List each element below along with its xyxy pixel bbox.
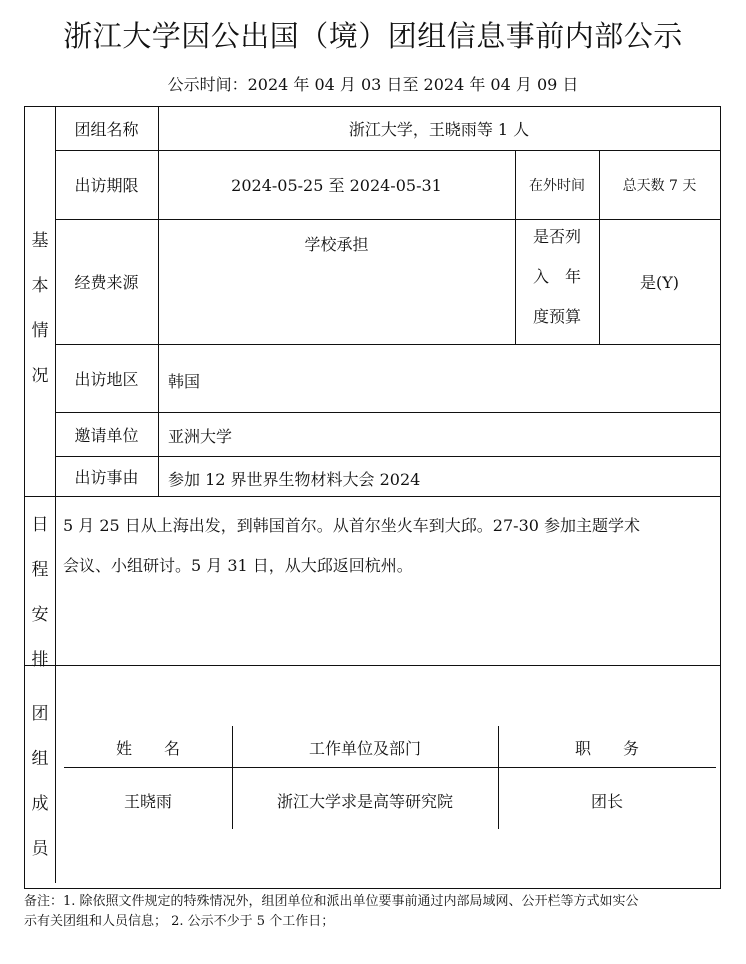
members-header-unit: 工作单位及部门 [308, 738, 421, 758]
section-divider-schedule [25, 665, 720, 666]
in-budget-label [515, 219, 599, 344]
group-name-label: 团组名称 [74, 120, 139, 139]
section-label-schedule: 日 程 安 排 [31, 515, 49, 670]
region-label: 出访地区 [74, 369, 139, 389]
funding-label: 经费来源 [74, 273, 139, 292]
member-unit: 浙江大学求是高等研究院 [276, 791, 453, 811]
visit-period-value: 2024-05-25 至 2024-05-31 [231, 176, 442, 195]
section-label-members: 团 组 成 员 [31, 704, 49, 859]
in-budget-label-line: 度预算 [532, 307, 581, 326]
section-label-basic: 基 本 情 况 [31, 231, 49, 386]
footnote [24, 892, 724, 932]
members-header-name: 姓 名 [115, 738, 180, 758]
info-table [24, 106, 721, 889]
abroad-time-label: 在外时间 [529, 177, 585, 194]
member-name: 王晓雨 [123, 791, 172, 811]
members-header-position: 职 务 [574, 738, 639, 758]
in-budget-label-line: 入 年 [532, 267, 581, 286]
footnote-line: 示有关团组和人员信息； 2. 公示不少于 5 个工作日； [24, 914, 335, 929]
group-name-value: 浙江大学，王晓雨等 1 人 [348, 120, 530, 139]
members-header-line [64, 767, 716, 768]
funding-value: 学校承担 [304, 235, 369, 254]
page-title: 浙江大学因公出国（境）团组信息事前内部公示 [63, 19, 683, 53]
footnote-line: 备注：1. 除依照文件规定的特殊情况外，组团单位和派出单位要事前通过内部局域网、公开栏等方式如实公 [24, 894, 639, 909]
purpose-label: 出访事由 [74, 467, 139, 487]
member-position: 团长 [590, 791, 623, 811]
schedule-text-line: 会议、小组研讨。5 月 31 日，从大邱返回杭州。 [63, 556, 413, 575]
visit-period-label: 出访期限 [74, 176, 139, 195]
inviter-value: 亚洲大学 [168, 427, 233, 446]
abroad-time-value: 总天数 7 天 [622, 177, 697, 194]
section-divider-basic [25, 496, 720, 497]
publicity-period: 公示时间：2024 年 04 月 03 日至 2024 年 04 月 09 日 [167, 75, 579, 94]
inviter-label: 邀请单位 [74, 425, 139, 445]
in-budget-label-line: 是否列 [532, 227, 581, 246]
region-value: 韩国 [168, 372, 201, 391]
in-budget-value: 是(Y) [639, 273, 680, 292]
purpose-value: 参加 12 界世界生物材料大会 2024 [168, 470, 421, 489]
schedule-text-line: 5 月 25 日从上海出发，到韩国首尔。从首尔坐火车到大邱。27-30 参加主题学术 [63, 516, 641, 535]
